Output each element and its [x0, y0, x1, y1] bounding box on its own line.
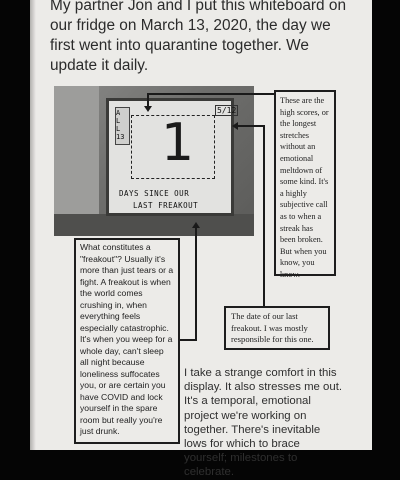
callout-high-scores: These are the high scores, or the longest stretches without an emotional meltdown of some kind. It's a highly subjective call as to when a streak has been broken. But when you know, you know.: [274, 90, 336, 276]
whiteboard: [106, 98, 237, 216]
callout-what-constitutes: What constitutes a "freakout"? Usually it's more than just tears or a fight. A freakout is when the world comes crushing in, when everything feels especially catastrophic. It's when you weep for a whole day, can't sleep all night because loneliness suffocates you, or are certain you have COVID and lock yourself in the spare room but really you're just drunk.: [74, 238, 180, 444]
intro-paragraph: My partner Jon and I put this whiteboard on our fridge on March 13, 2020, the day we first went into quarantine together. We update it daily.: [50, 0, 347, 74]
board-caption-line2: LAST FREAKOUT: [133, 201, 199, 210]
board-caption-line1: DAYS SINCE OUR: [119, 189, 190, 198]
date-magnet: 5/12: [217, 106, 237, 115]
outro-paragraph: I take a strange comfort in this display. It also stresses me out. It's a temporal, emotional project we're working on together. There's inevitable lows for which to brace yourself; milestones to celebrate.: [184, 367, 343, 479]
callout-last-freakout: The date of our last freakout. I was mostly responsible for this one.: [224, 306, 330, 350]
whiteboard-photo: [54, 86, 254, 236]
shelf: [54, 214, 254, 236]
days-counter: 1: [161, 113, 195, 173]
high-scores-text: A L L 13: [116, 109, 125, 141]
